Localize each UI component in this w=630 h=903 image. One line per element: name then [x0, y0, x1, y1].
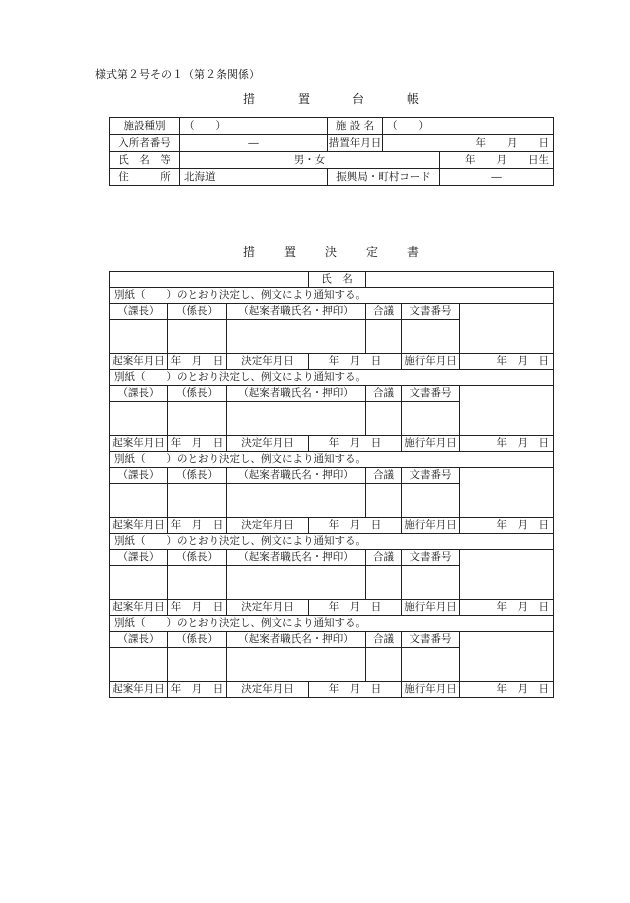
document-number-box — [402, 402, 460, 436]
decision-date-label: 決定年月日 — [227, 354, 309, 370]
approval-header-row — [110, 386, 554, 402]
section-chief-header: （課長） — [110, 550, 168, 566]
drafter-header: （起案者職氏名・押印） — [227, 386, 366, 402]
document-number-header: 文書番号 — [402, 304, 460, 320]
decision-name-label: 氏 名 — [309, 272, 366, 288]
draft-date-label: 起案年月日 — [110, 600, 168, 616]
section-chief-header: （課長） — [110, 468, 168, 484]
consultation-seal-box — [366, 402, 402, 436]
section-chief-seal-box — [110, 566, 168, 600]
decision-table — [109, 271, 554, 698]
decision-notice-text: 別紙（ ）のとおり決定し、例文により通知する。 — [110, 616, 554, 632]
consultation-header: 合議 — [366, 468, 402, 484]
section-chief-header: （課長） — [110, 304, 168, 320]
name-label: 氏 名 等 — [110, 152, 180, 169]
draft-date-value: 年 月 日 — [168, 354, 227, 370]
subsection-chief-seal-box — [168, 566, 227, 600]
municipal-code-value: ― — [440, 169, 554, 186]
approval-header-row — [110, 468, 554, 484]
decision-notice-text: 別紙（ ）のとおり決定し、例文により通知する。 — [110, 534, 554, 550]
section-chief-seal-box — [110, 320, 168, 354]
document-number-value — [460, 386, 554, 436]
sex-value: 男・女 — [180, 152, 440, 169]
consultation-header: 合議 — [366, 386, 402, 402]
drafter-seal-box — [227, 402, 366, 436]
enforce-date-value: 年 月 日 — [460, 600, 554, 616]
decision-notice-text: 別紙（ ）のとおり決定し、例文により通知する。 — [110, 452, 554, 468]
approval-header-row — [110, 550, 554, 566]
document-number-box — [402, 320, 460, 354]
enforce-date-label: 施行年月日 — [402, 436, 460, 452]
facility-type-value: （ ） — [180, 118, 328, 135]
section-chief-header: （課長） — [110, 386, 168, 402]
enforce-date-label: 施行年月日 — [402, 682, 460, 698]
document-number-value — [460, 304, 554, 354]
consultation-header: 合議 — [366, 550, 402, 566]
enforce-date-value: 年 月 日 — [460, 354, 554, 370]
decision-title-char: 決 — [325, 245, 338, 259]
ledger-row-address — [110, 169, 554, 186]
decision-name-spacer — [110, 272, 309, 288]
document-number-box — [402, 484, 460, 518]
decision-title-char: 書 — [407, 245, 420, 259]
approval-header-row — [110, 304, 554, 320]
facility-name-label: 施 設 名 — [328, 118, 383, 135]
drafter-seal-box — [227, 320, 366, 354]
draft-date-value: 年 月 日 — [168, 518, 227, 534]
decision-date-value: 年 月 日 — [309, 600, 402, 616]
decision-dates-row — [110, 518, 554, 534]
decision-notice-row — [110, 452, 554, 468]
form-number-label: 様式第２号その１（第２条関係） — [95, 68, 260, 81]
decision-notice-row — [110, 288, 554, 304]
placement-date-value: 年 月 日 — [383, 135, 554, 152]
decision-date-value: 年 月 日 — [309, 518, 402, 534]
enforce-date-value: 年 月 日 — [460, 518, 554, 534]
facility-name-value: （ ） — [383, 118, 554, 135]
decision-name-row — [110, 272, 554, 288]
document-number-header: 文書番号 — [402, 468, 460, 484]
ledger-table — [109, 117, 554, 186]
approval-header-row — [110, 632, 554, 648]
drafter-header: （起案者職氏名・押印） — [227, 304, 366, 320]
decision-notice-text: 別紙（ ）のとおり決定し、例文により通知する。 — [110, 370, 554, 386]
consultation-seal-box — [366, 484, 402, 518]
decision-notice-row — [110, 534, 554, 550]
decision-date-value: 年 月 日 — [309, 436, 402, 452]
enforce-date-value: 年 月 日 — [460, 436, 554, 452]
decision-dates-row — [110, 436, 554, 452]
decision-title-char: 定 — [366, 245, 379, 259]
section-chief-seal-box — [110, 402, 168, 436]
consultation-seal-box — [366, 648, 402, 682]
address-value: 北海道 — [180, 169, 328, 186]
consultation-seal-box — [366, 566, 402, 600]
ledger-title-char: 帳 — [407, 92, 420, 106]
drafter-seal-box — [227, 484, 366, 518]
ledger-title-char: 置 — [298, 92, 311, 106]
resident-number-value: ― — [180, 135, 328, 152]
decision-date-label: 決定年月日 — [227, 600, 309, 616]
document-number-header: 文書番号 — [402, 550, 460, 566]
document-number-box — [402, 566, 460, 600]
ledger-title-char: 措 — [243, 92, 256, 106]
birth-date-value: 年 月 日生 — [440, 152, 554, 169]
decision-dates-row — [110, 682, 554, 698]
drafter-header: （起案者職氏名・押印） — [227, 550, 366, 566]
ledger-row-facility — [110, 118, 554, 135]
placement-date-label: 措置年月日 — [328, 135, 383, 152]
address-label: 住 所 — [110, 169, 180, 186]
enforce-date-label: 施行年月日 — [402, 354, 460, 370]
enforce-date-value: 年 月 日 — [460, 682, 554, 698]
draft-date-label: 起案年月日 — [110, 682, 168, 698]
document-number-value — [460, 550, 554, 600]
decision-notice-text: 別紙（ ）のとおり決定し、例文により通知する。 — [110, 288, 554, 304]
draft-date-value: 年 月 日 — [168, 600, 227, 616]
subsection-chief-seal-box — [168, 402, 227, 436]
document-number-header: 文書番号 — [402, 632, 460, 648]
document-number-value — [460, 468, 554, 518]
draft-date-value: 年 月 日 — [168, 682, 227, 698]
ledger-row-resident — [110, 135, 554, 152]
decision-title-char: 置 — [284, 245, 297, 259]
subsection-chief-header: （係長） — [168, 550, 227, 566]
subsection-chief-seal-box — [168, 320, 227, 354]
document-number-value — [460, 632, 554, 682]
facility-type-label: 施設種別 — [110, 118, 180, 135]
subsection-chief-header: （係長） — [168, 468, 227, 484]
enforce-date-label: 施行年月日 — [402, 518, 460, 534]
document-number-header: 文書番号 — [402, 386, 460, 402]
document-number-box — [402, 648, 460, 682]
section-chief-seal-box — [110, 648, 168, 682]
consultation-header: 合議 — [366, 632, 402, 648]
section-chief-seal-box — [110, 484, 168, 518]
draft-date-value: 年 月 日 — [168, 436, 227, 452]
ledger-title-char: 台 — [352, 92, 365, 106]
decision-notice-row — [110, 616, 554, 632]
drafter-seal-box — [227, 648, 366, 682]
ledger-row-name — [110, 152, 554, 169]
decision-date-value: 年 月 日 — [309, 682, 402, 698]
subsection-chief-header: （係長） — [168, 632, 227, 648]
consultation-seal-box — [366, 320, 402, 354]
drafter-header: （起案者職氏名・押印） — [227, 468, 366, 484]
decision-dates-row — [110, 354, 554, 370]
draft-date-label: 起案年月日 — [110, 354, 168, 370]
decision-dates-row — [110, 600, 554, 616]
decision-date-label: 決定年月日 — [227, 436, 309, 452]
municipal-code-label: 振興局・町村コード — [328, 169, 440, 186]
draft-date-label: 起案年月日 — [110, 518, 168, 534]
subsection-chief-seal-box — [168, 648, 227, 682]
subsection-chief-seal-box — [168, 484, 227, 518]
decision-date-value: 年 月 日 — [309, 354, 402, 370]
drafter-header: （起案者職氏名・押印） — [227, 632, 366, 648]
drafter-seal-box — [227, 566, 366, 600]
enforce-date-label: 施行年月日 — [402, 600, 460, 616]
draft-date-label: 起案年月日 — [110, 436, 168, 452]
subsection-chief-header: （係長） — [168, 304, 227, 320]
decision-name-value — [366, 272, 554, 288]
decision-date-label: 決定年月日 — [227, 518, 309, 534]
resident-number-label: 入所者番号 — [110, 135, 180, 152]
decision-title-char: 措 — [243, 245, 256, 259]
consultation-header: 合議 — [366, 304, 402, 320]
decision-date-label: 決定年月日 — [227, 682, 309, 698]
subsection-chief-header: （係長） — [168, 386, 227, 402]
section-chief-header: （課長） — [110, 632, 168, 648]
decision-notice-row — [110, 370, 554, 386]
